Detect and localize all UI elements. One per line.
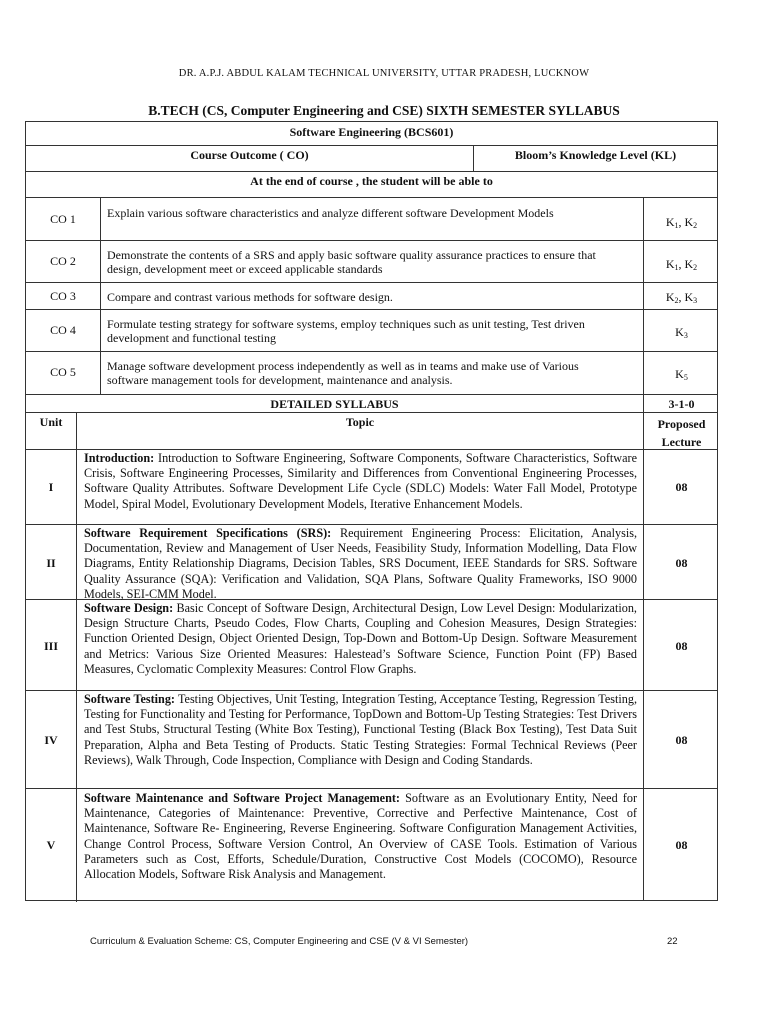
co-description: Manage software development process independently as well as in teams and make use of Various software management tools for development, maintenance and analysis. [107,359,579,387]
university-name: DR. A.P.J. ABDUL KALAM TECHNICAL UNIVERSITY, UTTAR PRADESH, LUCKNOW [178,68,590,79]
unit-topics: Software Testing: Testing Objectives, Unit Testing, Integration Testing, Acceptance Testing, Regression Testing, Testing for Functionality and Testing for Performance, TopDown and Bottom-Up Testing Strategies: Test Drivers and Test Stubs, Structural Testing (White Box Testing), Functional Testing (Black Box Testing), Test Data Suit Preparation, Alpha and Beta Testing of Products. Static Testing Strategies: Formal Technical Reviews (Peer Reviews), Walk Through, Code Inspection, Compliance with Design and Coding Standards. [84,692,637,767]
unit-topics: Software Requirement Specifications (SRS): Requirement Engineering Process: Elicitation, Analysis, Documentation, Review and Management of User Needs, Feasibility Study, Information Modelling, Data Flow Diagrams, Entity Relationship Diagrams, Decision Tables, SRS Document, IEEE Standards for SRS. Software Quality Assurance (SQA): Verification and Validation, SQA Plans, Software Quality Frameworks, ISO 9000 Models, SEI-CMM Model. [84,526,637,601]
unit-column-header: Unit [39,415,63,429]
footer-text: Curriculum & Evaluation Scheme: CS, Computer Engineering and CSE (V & VI Semester) [90,936,469,947]
unit-topics: Introduction: Introduction to Software Engineering, Software Components, Software Characteristics, Software Crisis, Software Engineering Processes, Similarity and Differences from Conventional Engineering Processes, Software Quality Attributes. Software Development Life Cycle (SDLC) Models: Water Fall Model, Prototype Model, Spiral Model, Evolutionary Development Models, Iterative Enhancement Models. [84,451,637,511]
unit-lectures: 08 [675,838,688,852]
course-name: Software Engineering (BCS601) [289,125,454,139]
unit-topics: Software Maintenance and Software Project Management: Software as an Evolutionary Entity, Need for Maintenance, Categories of Maintenance: Preventive, Corrective and Perfective Maintenance, Cost of Maintenance, Software Re- Engineering, Reverse Engineering. Software Configuration Management Activities, Change Control Process, Software Version Control, An Overview of CASE Tools. Estimation of Various Parameters such as Cost, Efforts, Schedule/Duration, Constructive Cost Models (COCOMO), Resource Allocation Models, Software Risk Analysis and Management. [84,791,637,882]
unit-number: III [43,639,58,653]
lecture-column-header: Proposed Lecture [657,417,706,449]
co-description: Compare and contrast various methods for software design. [107,290,393,304]
detailed-syllabus-table [25,394,718,901]
co-description: Explain various software characteristics and analyze different software Development Models [107,206,554,220]
co-knowledge-level: $K_5$ [675,367,688,382]
co-knowledge-level: $K_1$, $K_2$ [665,257,698,272]
co-knowledge-level: $K_3$ [675,325,688,340]
kl-column-header: Bloom’s Knowledge Level (KL) [514,148,677,162]
page-number: 22 [667,936,678,947]
ltp-value: 3-1-0 [668,397,695,411]
unit-number: IV [44,733,58,747]
unit-number: V [46,838,56,852]
co-code: CO 4 [50,323,76,337]
course-header-table [25,121,718,198]
unit-topics: Software Design: Basic Concept of Software Design, Architectural Design, Low Level Design: Modularization, Design Structure Charts, Pseudo Codes, Flow Charts, Coupling and Cohesion Measures, Design Strategies: Function Oriented Design, Object Oriented Design, Top-Down and Bottom-Up Design. Software Measurement and Metrics: Various Size Oriented Measures: Halestead’s Software Science, Function Point (FP) Based Measures, Cyclomatic Complexity Measures: Control Flow Graphs. [84,601,637,676]
co-column-header: Course Outcome ( CO) [190,148,309,162]
unit-lectures: 08 [675,639,688,653]
page-title: B.TECH (CS, Computer Engineering and CSE) SIXTH SEMESTER SYLLABUS [148,103,620,118]
co-code: CO 3 [50,289,76,303]
syllabus-title: DETAILED SYLLABUS [270,397,399,411]
course-outcome-table [25,197,718,395]
co-knowledge-level: $K_2$, $K_3$ [665,290,698,305]
co-code: CO 1 [50,212,76,226]
co-code: CO 2 [50,254,76,268]
unit-lectures: 08 [675,480,688,494]
co-description: Demonstrate the contents of a SRS and apply basic software quality assurance practices to ensure that design, development meet or exceed applicable standards [107,248,596,276]
unit-lectures: 08 [675,733,688,747]
unit-number: I [48,480,54,494]
unit-number: II [46,556,56,570]
unit-lectures: 08 [675,556,688,570]
co-code: CO 5 [50,365,76,379]
co-description: Formulate testing strategy for software systems, employ techniques such as unit testing, Test driven development and functional testing [107,317,585,345]
topic-column-header: Topic [345,415,375,429]
co-knowledge-level: $K_1$, $K_2$ [665,215,698,230]
outcome-intro: At the end of course , the student will be able to [250,174,493,188]
